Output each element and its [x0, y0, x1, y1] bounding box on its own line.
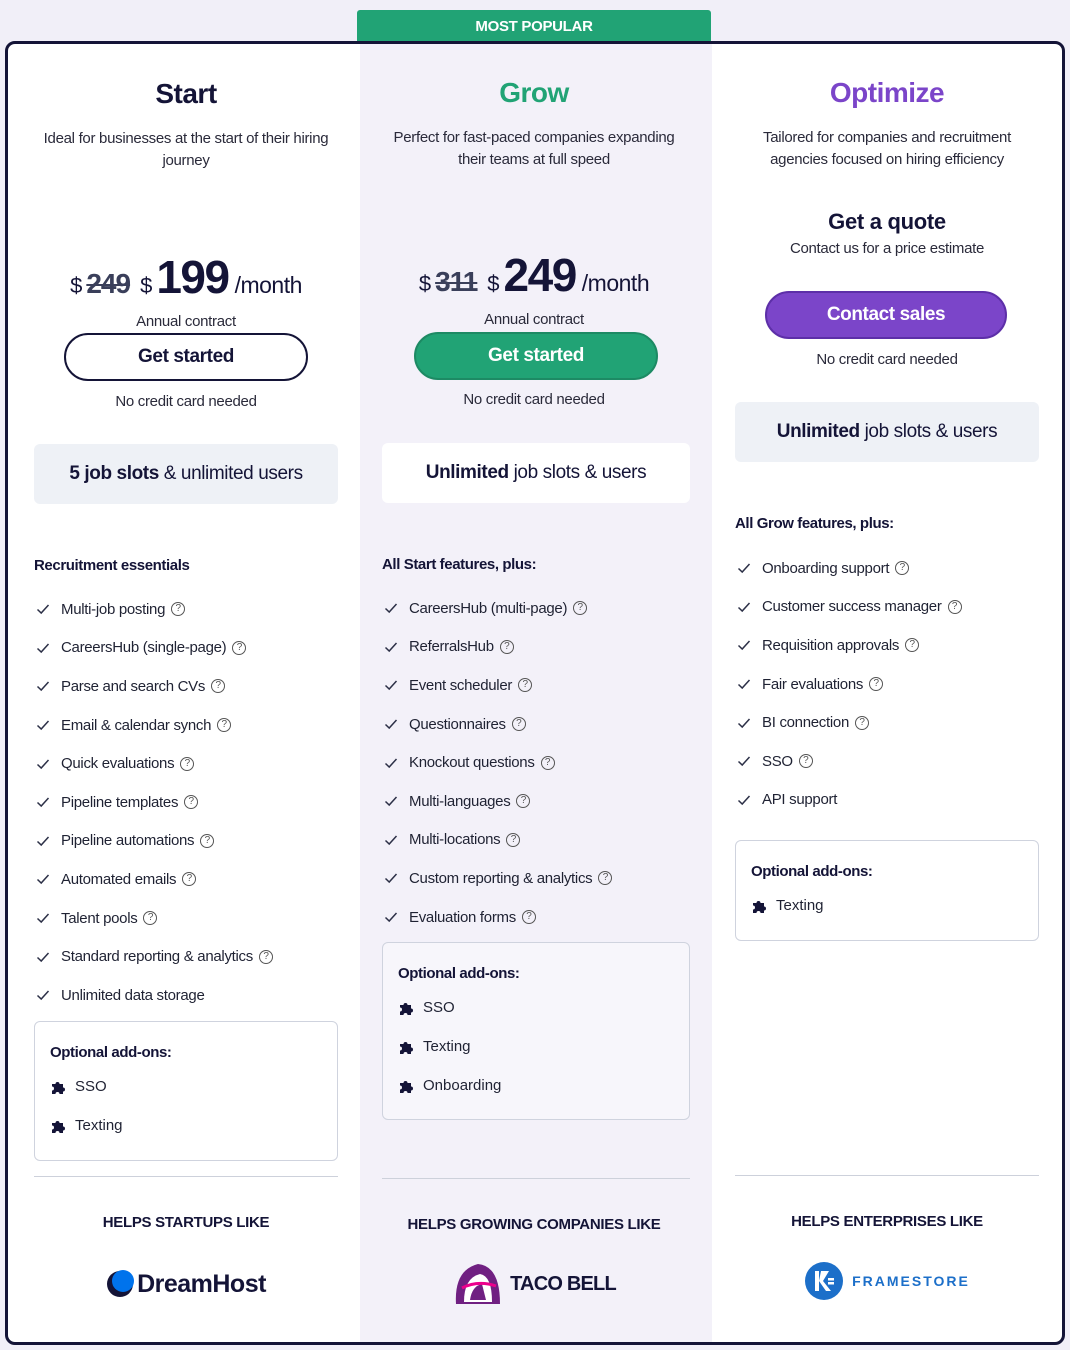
pricing-table [5, 41, 1065, 1345]
features-heading: All Grow features, plus: [735, 515, 894, 532]
feature-item [34, 822, 338, 861]
dreamhost-logo [34, 1264, 338, 1304]
feature-label: Event scheduler [409, 676, 513, 694]
price-period: /month [234, 272, 302, 298]
question-circle-icon[interactable]: ? [259, 950, 273, 964]
feature-label: Unlimited data storage [61, 986, 205, 1004]
question-circle-icon[interactable]: ? [516, 794, 530, 808]
feature-list [34, 590, 338, 1015]
currency: $ [70, 273, 83, 298]
feature-list [382, 589, 686, 936]
check-icon [384, 910, 398, 924]
check-icon [384, 871, 398, 885]
question-circle-icon[interactable]: ? [895, 561, 909, 575]
question-circle-icon[interactable]: ? [211, 679, 225, 693]
feature-item [382, 859, 686, 898]
feature-item [735, 742, 1039, 781]
helps-label: HELPS GROWING COMPANIES LIKE [407, 1216, 661, 1233]
check-icon [384, 794, 398, 808]
addons-list [751, 886, 1023, 925]
question-circle-icon[interactable]: ? [541, 756, 555, 770]
addon-label: Texting [75, 1117, 123, 1134]
logo-text: DreamHost [137, 1269, 266, 1298]
question-circle-icon[interactable]: ? [200, 834, 214, 848]
plan-description: Tailored for companies and recruitment agencies focused on hiring efficiency [763, 129, 1011, 168]
addon-item [398, 1066, 674, 1105]
feature-label: Talent pools [61, 909, 138, 927]
feature-label: Multi-languages [409, 792, 511, 810]
no-credit-card-note: No credit card needed [816, 351, 958, 368]
addon-item [50, 1106, 322, 1145]
divider [382, 1178, 690, 1179]
puzzle-icon [398, 1078, 414, 1094]
check-icon [384, 601, 398, 615]
feature-label: Parse and search CVs [61, 677, 206, 695]
addon-label: Onboarding [423, 1077, 502, 1094]
currency: $ [418, 271, 432, 296]
feature-item [34, 590, 338, 629]
check-icon [737, 638, 751, 652]
divider [735, 1175, 1039, 1176]
feature-item [735, 626, 1039, 665]
plan-description: Ideal for businesses at the start of their hiring journey [43, 130, 329, 169]
question-circle-icon[interactable]: ? [506, 833, 520, 847]
slots-summary: Unlimited job slots & users [735, 402, 1039, 462]
feature-item [34, 783, 338, 822]
question-circle-icon[interactable]: ? [500, 640, 514, 654]
check-icon [36, 718, 50, 732]
puzzle-icon [50, 1118, 66, 1134]
dreamhost-moon-icon [106, 1270, 134, 1298]
tacobell-logo [382, 1258, 686, 1310]
feature-item [34, 860, 338, 899]
feature-item [34, 744, 338, 783]
feature-item [735, 781, 1039, 820]
check-icon [737, 561, 751, 575]
price: 249 [503, 249, 576, 301]
feature-item [34, 667, 338, 706]
question-circle-icon[interactable]: ? [171, 602, 185, 616]
question-circle-icon[interactable]: ? [232, 641, 246, 655]
old-price: 249 [86, 268, 131, 299]
addons-list [50, 1067, 322, 1145]
addons-title: Optional add-ons: [751, 863, 873, 880]
feature-item [34, 706, 338, 745]
feature-label: Quick evaluations [61, 755, 175, 773]
price: 199 [156, 251, 229, 303]
price-row [34, 250, 338, 304]
feature-label: Automated emails [61, 870, 177, 888]
feature-label: API support [762, 791, 838, 809]
feature-label: Evaluation forms [409, 908, 516, 926]
feature-item [735, 549, 1039, 588]
question-circle-icon[interactable]: ? [573, 601, 587, 615]
logo-text: FRAMESTORE [852, 1273, 970, 1289]
puzzle-icon [50, 1079, 66, 1095]
contract-note: Annual contract [484, 311, 584, 328]
feature-label: CareersHub (multi-page) [409, 599, 568, 617]
helps-label: HELPS STARTUPS LIKE [102, 1214, 270, 1231]
quote-title: Get a quote [828, 209, 946, 234]
price-period: /month [581, 270, 650, 296]
check-icon [737, 754, 751, 768]
check-icon [36, 950, 50, 964]
question-circle-icon[interactable]: ? [512, 717, 526, 731]
addon-label: Texting [423, 1038, 471, 1055]
feature-label: Customer success manager [762, 598, 942, 616]
question-circle-icon[interactable]: ? [217, 718, 231, 732]
addon-item [398, 988, 674, 1027]
question-circle-icon[interactable]: ? [598, 871, 612, 885]
puzzle-icon [751, 898, 767, 914]
addons-title: Optional add-ons: [398, 965, 520, 982]
question-circle-icon[interactable]: ? [799, 754, 813, 768]
addon-item [50, 1067, 322, 1106]
plan-description: Perfect for fast-paced companies expanding their teams at full speed [393, 129, 675, 168]
contact-sales-button[interactable]: Contact sales [765, 291, 1007, 339]
feature-label: Custom reporting & analytics [409, 869, 593, 887]
puzzle-icon [398, 1000, 414, 1016]
check-icon [36, 641, 50, 655]
tacobell-bell-icon [452, 1262, 502, 1306]
old-price: 311 [435, 266, 478, 297]
feature-item [34, 629, 338, 668]
question-circle-icon[interactable]: ? [180, 757, 194, 771]
divider [34, 1176, 338, 1177]
feature-item [382, 743, 686, 782]
check-icon [737, 716, 751, 730]
check-icon [737, 793, 751, 807]
feature-label: Pipeline templates [61, 793, 179, 811]
check-icon [36, 911, 50, 925]
currency: $ [140, 273, 153, 298]
check-icon [36, 757, 50, 771]
feature-label: Fair evaluations [762, 675, 864, 693]
feature-label: BI connection [762, 714, 849, 732]
feature-label: SSO [762, 752, 793, 770]
question-circle-icon[interactable]: ? [182, 872, 196, 886]
feature-label: Pipeline automations [61, 832, 195, 850]
optional-addons [735, 840, 1039, 941]
feature-item [34, 976, 338, 1015]
slots-summary: 5 job slots & unlimited users [34, 444, 338, 504]
no-credit-card-note: No credit card needed [463, 391, 605, 408]
question-circle-icon[interactable]: ? [143, 911, 157, 925]
feature-label: Requisition approvals [762, 636, 900, 654]
feature-label: Onboarding support [762, 559, 890, 577]
question-circle-icon[interactable]: ? [855, 716, 869, 730]
feature-label: ReferralsHub [409, 638, 494, 656]
addon-item [751, 886, 1023, 925]
check-icon [36, 795, 50, 809]
feature-label: Email & calendar synch [61, 716, 212, 734]
check-icon [36, 679, 50, 693]
framestore-logo [735, 1260, 1039, 1302]
check-icon [384, 678, 398, 692]
check-icon [737, 600, 751, 614]
check-icon [384, 640, 398, 654]
most-popular-badge: MOST POPULAR [357, 10, 711, 42]
feature-item [382, 589, 686, 628]
question-circle-icon[interactable]: ? [184, 795, 198, 809]
feature-item [382, 898, 686, 937]
get-started-button[interactable]: Get started [64, 333, 308, 381]
feature-item [735, 665, 1039, 704]
question-circle-icon[interactable]: ? [869, 677, 883, 691]
feature-item [382, 666, 686, 705]
addon-item [398, 1027, 674, 1066]
check-icon [36, 602, 50, 616]
feature-item [34, 899, 338, 938]
feature-item [34, 937, 338, 976]
feature-label: Questionnaires [409, 715, 506, 733]
addons-list [398, 988, 674, 1105]
question-circle-icon[interactable]: ? [948, 600, 962, 614]
check-icon [36, 988, 50, 1002]
feature-item [382, 628, 686, 667]
helps-label: HELPS ENTERPRISES LIKE [791, 1213, 983, 1230]
check-icon [384, 717, 398, 731]
currency: $ [487, 271, 500, 296]
question-circle-icon[interactable]: ? [522, 910, 536, 924]
feature-item [382, 782, 686, 821]
feature-label: Multi-job posting [61, 600, 166, 618]
get-started-button[interactable]: Get started [414, 332, 658, 380]
no-credit-card-note: No credit card needed [115, 393, 257, 410]
optional-addons [34, 1021, 338, 1161]
feature-item [382, 821, 686, 860]
check-icon [737, 677, 751, 691]
feature-label: Multi-locations [409, 831, 501, 849]
check-icon [36, 834, 50, 848]
feature-item [735, 588, 1039, 627]
logo-text: TACO BELL [510, 1272, 616, 1295]
question-circle-icon[interactable]: ? [905, 638, 919, 652]
optional-addons [382, 942, 690, 1120]
framestore-mark-icon [804, 1261, 844, 1301]
puzzle-icon [398, 1039, 414, 1055]
contract-note: Annual contract [136, 313, 236, 330]
check-icon [384, 756, 398, 770]
addons-title: Optional add-ons: [50, 1044, 172, 1061]
check-icon [384, 833, 398, 847]
question-circle-icon[interactable]: ? [518, 678, 532, 692]
feature-item [382, 705, 686, 744]
price-row [382, 248, 686, 302]
addon-label: SSO [423, 999, 455, 1016]
feature-label: Standard reporting & analytics [61, 948, 253, 966]
slots-summary: Unlimited job slots & users [382, 443, 690, 503]
addon-label: Texting [776, 897, 824, 914]
plan-title: Start [155, 78, 217, 109]
feature-label: CareersHub (single-page) [61, 639, 227, 657]
quote-subtitle: Contact us for a price estimate [789, 240, 985, 257]
feature-list [735, 549, 1039, 819]
features-heading: Recruitment essentials [34, 557, 190, 574]
addon-label: SSO [75, 1078, 107, 1095]
plan-title: Optimize [829, 77, 945, 108]
plan-title: Grow [499, 77, 569, 108]
feature-label: Knockout questions [409, 754, 535, 772]
check-icon [36, 872, 50, 886]
feature-item [735, 703, 1039, 742]
features-heading: All Start features, plus: [382, 556, 537, 573]
